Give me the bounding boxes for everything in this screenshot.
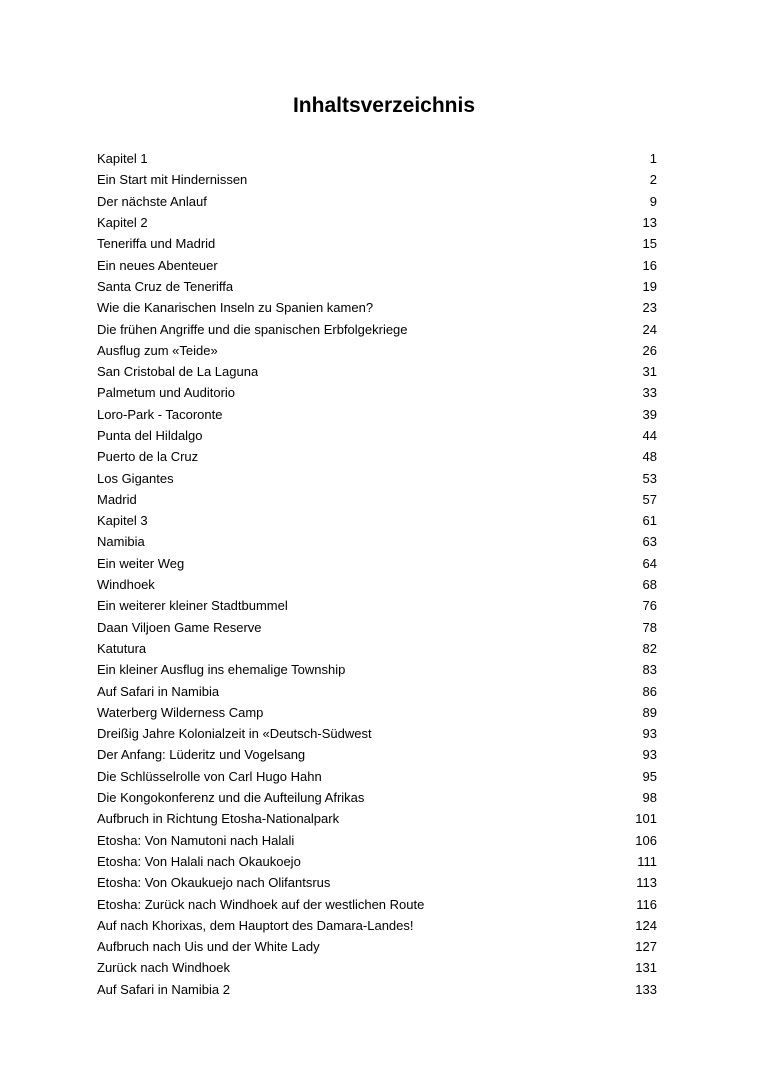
toc-entry-page-number: 124 bbox=[635, 917, 657, 933]
toc-entry bbox=[97, 617, 657, 638]
toc-entry bbox=[97, 297, 657, 318]
toc-entry bbox=[97, 979, 657, 1000]
toc-entry bbox=[97, 574, 657, 595]
toc-entry-page-number: 133 bbox=[635, 981, 657, 997]
toc-entry-page-number: 63 bbox=[642, 534, 657, 550]
toc-entry-page-number: 68 bbox=[642, 577, 657, 593]
toc-entry-page-number: 95 bbox=[642, 768, 657, 784]
toc-entry-page-number: 93 bbox=[642, 726, 657, 742]
toc-entry-page-number: 2 bbox=[649, 172, 657, 188]
toc-entry bbox=[97, 489, 657, 510]
toc-entry-title: Die Kongokonferenz und die Aufteilung Afrikas bbox=[97, 790, 365, 806]
toc-entry-page-number: 31 bbox=[642, 364, 657, 380]
toc-entry-title: Santa Cruz de Teneriffa bbox=[97, 278, 234, 294]
toc-entry-page-number: 26 bbox=[642, 342, 657, 358]
toc-entry-title: Etosha: Von Okaukuejo nach Olifantsrus bbox=[97, 875, 331, 891]
toc-entry-title: Katutura bbox=[97, 640, 147, 656]
toc-entry-title: Daan Viljoen Game Reserve bbox=[97, 619, 262, 635]
toc-entry bbox=[97, 915, 657, 936]
toc-entry bbox=[97, 723, 657, 744]
toc-entry-title: Aufbruch nach Uis und der White Lady bbox=[97, 939, 320, 955]
toc-entry bbox=[97, 808, 657, 829]
toc-entry-page-number: 76 bbox=[642, 598, 657, 614]
toc-entry bbox=[97, 553, 657, 574]
toc-entry-title: Die frühen Angriffe und die spanischen Erbfolgekriege bbox=[97, 321, 408, 337]
toc-entry-title: Ein neues Abenteuer bbox=[97, 257, 218, 273]
toc-entry-title: Ein kleiner Ausflug ins ehemalige Township bbox=[97, 662, 346, 678]
toc-entry bbox=[97, 531, 657, 552]
toc-entry-page-number: 23 bbox=[642, 300, 657, 316]
page-title: Inhaltsverzeichnis bbox=[292, 94, 476, 117]
toc-entry-page-number: 1 bbox=[649, 151, 657, 167]
toc-entry bbox=[97, 936, 657, 957]
toc-entry-title: Etosha: Von Namutoni nach Halali bbox=[97, 832, 295, 848]
toc-entry-page-number: 113 bbox=[636, 875, 657, 891]
toc-entry-title: Wie die Kanarischen Inseln zu Spanien kamen? bbox=[97, 300, 374, 316]
toc-entry bbox=[97, 382, 657, 403]
toc-entry-title: Ein weiter Weg bbox=[97, 555, 185, 571]
toc-entry-title: Punta del Hildalgo bbox=[97, 428, 203, 443]
toc-entry-title: San Cristobal de La Laguna bbox=[97, 364, 259, 380]
toc-entry-page-number: 78 bbox=[642, 619, 657, 635]
toc-entry-page-number: 19 bbox=[642, 278, 657, 294]
table-of-contents bbox=[97, 148, 657, 1000]
toc-entry bbox=[97, 830, 657, 851]
toc-entry bbox=[97, 638, 657, 659]
toc-entry-page-number: 24 bbox=[642, 321, 657, 337]
toc-entry bbox=[97, 340, 657, 361]
toc-entry-title: Etosha: Von Halali nach Okaukoejo bbox=[97, 853, 301, 869]
toc-entry-page-number: 89 bbox=[642, 704, 657, 720]
toc-entry-title: Palmetum und Auditorio bbox=[97, 385, 236, 401]
toc-entry-title: Kapitel 1 bbox=[97, 151, 148, 167]
toc-entry-page-number: 98 bbox=[642, 790, 657, 806]
toc-entry-page-number: 48 bbox=[642, 449, 657, 465]
toc-entry bbox=[97, 361, 657, 382]
toc-entry bbox=[97, 893, 657, 914]
toc-entry-title: Zurück nach Windhoek bbox=[97, 960, 230, 976]
toc-entry bbox=[97, 169, 657, 190]
toc-entry-page-number: 127 bbox=[635, 939, 657, 955]
toc-entry bbox=[97, 446, 657, 467]
toc-entry bbox=[97, 680, 657, 701]
toc-entry bbox=[97, 510, 657, 531]
toc-entry bbox=[97, 467, 657, 488]
toc-entry-title: Loro-Park - Tacoronte bbox=[97, 406, 223, 422]
toc-entry-page-number: 53 bbox=[642, 470, 657, 486]
toc-entry-title: Windhoek bbox=[97, 577, 155, 593]
toc-entry bbox=[97, 851, 657, 872]
toc-entry-title: Kapitel 3 bbox=[97, 513, 148, 529]
toc-entry-title: Ein weiterer kleiner Stadtbummel bbox=[97, 598, 288, 614]
toc-entry-page-number: 64 bbox=[642, 555, 657, 571]
toc-entry bbox=[97, 404, 657, 425]
toc-entry-page-number: 106 bbox=[635, 832, 657, 848]
toc-entry bbox=[97, 744, 657, 765]
toc-entry bbox=[97, 276, 657, 297]
toc-entry-title: Dreißig Jahre Kolonialzeit in «Deutsch-Südwest bbox=[97, 726, 372, 742]
toc-entry-page-number: 93 bbox=[642, 747, 657, 763]
toc-entry-title: Etosha: Zurück nach Windhoek auf der westlichen Route bbox=[97, 896, 425, 912]
toc-entry-page-number: 9 bbox=[649, 193, 657, 209]
toc-entry-page-number: 83 bbox=[642, 662, 657, 678]
toc-entry bbox=[97, 766, 657, 787]
toc-entry-title: Aufbruch in Richtung Etosha-Nationalpark bbox=[97, 811, 340, 827]
toc-entry bbox=[97, 872, 657, 893]
toc-entry-title: Der nächste Anlauf bbox=[97, 193, 207, 209]
toc-entry-title: Der Anfang: Lüderitz und Vogelsang bbox=[97, 747, 306, 763]
toc-entry-title: Los Gigantes bbox=[97, 470, 174, 486]
toc-entry-title: Ausflug zum «Teide» bbox=[97, 342, 218, 358]
toc-entry bbox=[97, 212, 657, 233]
toc-entry bbox=[97, 318, 657, 339]
toc-entry bbox=[97, 425, 657, 446]
toc-entry-title: Teneriffa und Madrid bbox=[97, 236, 216, 252]
toc-entry-page-number: 16 bbox=[642, 257, 657, 273]
toc-entry-page-number: 61 bbox=[642, 513, 657, 529]
toc-entry-title: Waterberg Wilderness Camp bbox=[97, 704, 264, 720]
toc-entry-page-number: 86 bbox=[642, 683, 657, 699]
toc-entry bbox=[97, 702, 657, 723]
toc-entry-title: Puerto de la Cruz bbox=[97, 449, 199, 465]
toc-entry-title: Kapitel 2 bbox=[97, 215, 148, 231]
toc-entry bbox=[97, 233, 657, 254]
toc-entry bbox=[97, 148, 657, 169]
toc-entry-page-number: 82 bbox=[642, 640, 657, 656]
toc-entry-page-number: 116 bbox=[636, 896, 657, 912]
toc-entry-page-number: 57 bbox=[642, 491, 657, 507]
toc-entry bbox=[97, 191, 657, 212]
toc-entry-page-number: 33 bbox=[642, 385, 657, 401]
toc-entry-page-number: 44 bbox=[642, 428, 657, 443]
toc-entry-page-number: 101 bbox=[635, 811, 657, 827]
toc-entry-title: Namibia bbox=[97, 534, 145, 550]
toc-entry-page-number: 131 bbox=[635, 960, 657, 976]
toc-entry-page-number: 15 bbox=[642, 236, 657, 252]
toc-entry-page-number: 39 bbox=[642, 406, 657, 422]
toc-entry-title: Auf Safari in Namibia bbox=[97, 683, 220, 699]
toc-entry-page-number: 13 bbox=[642, 215, 657, 231]
toc-entry-page-number: 111 bbox=[637, 853, 657, 869]
toc-entry bbox=[97, 254, 657, 275]
toc-entry-title: Madrid bbox=[97, 491, 137, 507]
toc-entry-title: Ein Start mit Hindernissen bbox=[97, 172, 248, 188]
toc-entry bbox=[97, 659, 657, 680]
toc-entry-title: Auf nach Khorixas, dem Hauptort des Damara-Landes! bbox=[97, 917, 414, 933]
toc-entry bbox=[97, 957, 657, 978]
toc-entry-title: Auf Safari in Namibia 2 bbox=[97, 981, 230, 997]
toc-entry bbox=[97, 787, 657, 808]
toc-entry bbox=[97, 595, 657, 616]
toc-entry-title: Die Schlüsselrolle von Carl Hugo Hahn bbox=[97, 768, 322, 784]
